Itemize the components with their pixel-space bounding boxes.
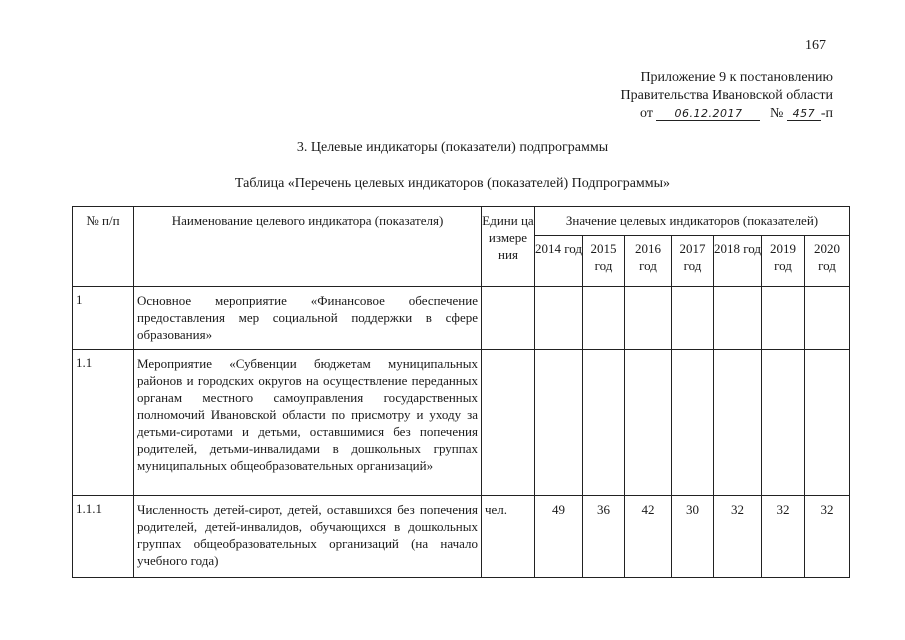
appendix-date-number: [640, 106, 833, 122]
number-label: №: [769, 106, 784, 121]
number-suffix: -п: [820, 106, 833, 121]
row-unit: чел.: [482, 496, 535, 578]
row-value: 32: [762, 496, 805, 578]
year-header: 2019 год: [762, 236, 805, 287]
row-value: 49: [535, 496, 583, 578]
year-header: 2017 год: [672, 236, 714, 287]
row-value: [583, 350, 625, 496]
row-value: [762, 350, 805, 496]
row-value: 32: [805, 496, 850, 578]
row-value: [805, 287, 850, 350]
year-header: 2016 год: [625, 236, 672, 287]
row-value: [672, 287, 714, 350]
row-value: 36: [583, 496, 625, 578]
row-value: [714, 350, 762, 496]
year-header: 2020 год: [805, 236, 850, 287]
row-value: [625, 287, 672, 350]
row-value: 30: [672, 496, 714, 578]
table-row: [73, 496, 850, 578]
year-header: 2015 год: [583, 236, 625, 287]
year-header: 2018 год: [714, 236, 762, 287]
row-indicator-name: Мероприятие «Субвенции бюджетам муниципальных районов и городских округов на осуществление переданных органам местного самоуправления государственных полномочий Ивановской области по присмотру и уходу за детьми-сиротами и детьми, оставшимися без попечения родителей, детьми-инвалидами в дошкольных группах муниципальных общеобразовательных организаций»: [134, 350, 482, 496]
handwritten-date: 06.12.2017: [656, 107, 760, 121]
row-value: [714, 287, 762, 350]
table-caption: Таблица «Перечень целевых индикаторов (показателей) Подпрограммы»: [234, 176, 671, 191]
row-number: 1: [73, 287, 134, 350]
row-value: [672, 350, 714, 496]
row-number: 1.1.1: [73, 496, 134, 578]
row-value: 32: [714, 496, 762, 578]
header-indicator-name: Наименование целевого индикатора (показателя): [134, 207, 482, 287]
table-row: [73, 350, 850, 496]
row-unit: [482, 287, 535, 350]
from-label: от: [640, 106, 653, 121]
row-value: [535, 350, 583, 496]
row-unit: [482, 350, 535, 496]
row-value: [583, 287, 625, 350]
row-value: 42: [625, 496, 672, 578]
row-indicator-name: Основное мероприятие «Финансовое обеспечение предоставления мер социальной поддержки в сфере образования»: [134, 287, 482, 350]
year-header: 2014 год: [535, 236, 583, 287]
row-indicator-name: Численность детей-сирот, детей, оставшихся без попечения родителей, детей-инвалидов, обучающихся в дошкольных группах общеобразовательных организаций (на начало учебного года): [134, 496, 482, 578]
header-unit: Едини ца измере ния: [482, 207, 535, 287]
header-number: № п/п: [73, 207, 134, 287]
row-value: [805, 350, 850, 496]
row-value: [762, 287, 805, 350]
row-value: [625, 350, 672, 496]
section-title: 3. Целевые индикаторы (показатели) подпрограммы: [296, 140, 609, 155]
page-number: 167: [805, 38, 826, 53]
handwritten-number: 457: [787, 107, 821, 121]
table-row: [73, 287, 850, 350]
appendix-issuer: Правительства Ивановской области: [620, 88, 833, 103]
row-value: [535, 287, 583, 350]
indicators-table: [72, 206, 850, 578]
appendix-title: Приложение 9 к постановлению: [640, 70, 833, 85]
header-values: Значение целевых индикаторов (показателей): [535, 207, 850, 236]
row-number: 1.1: [73, 350, 134, 496]
